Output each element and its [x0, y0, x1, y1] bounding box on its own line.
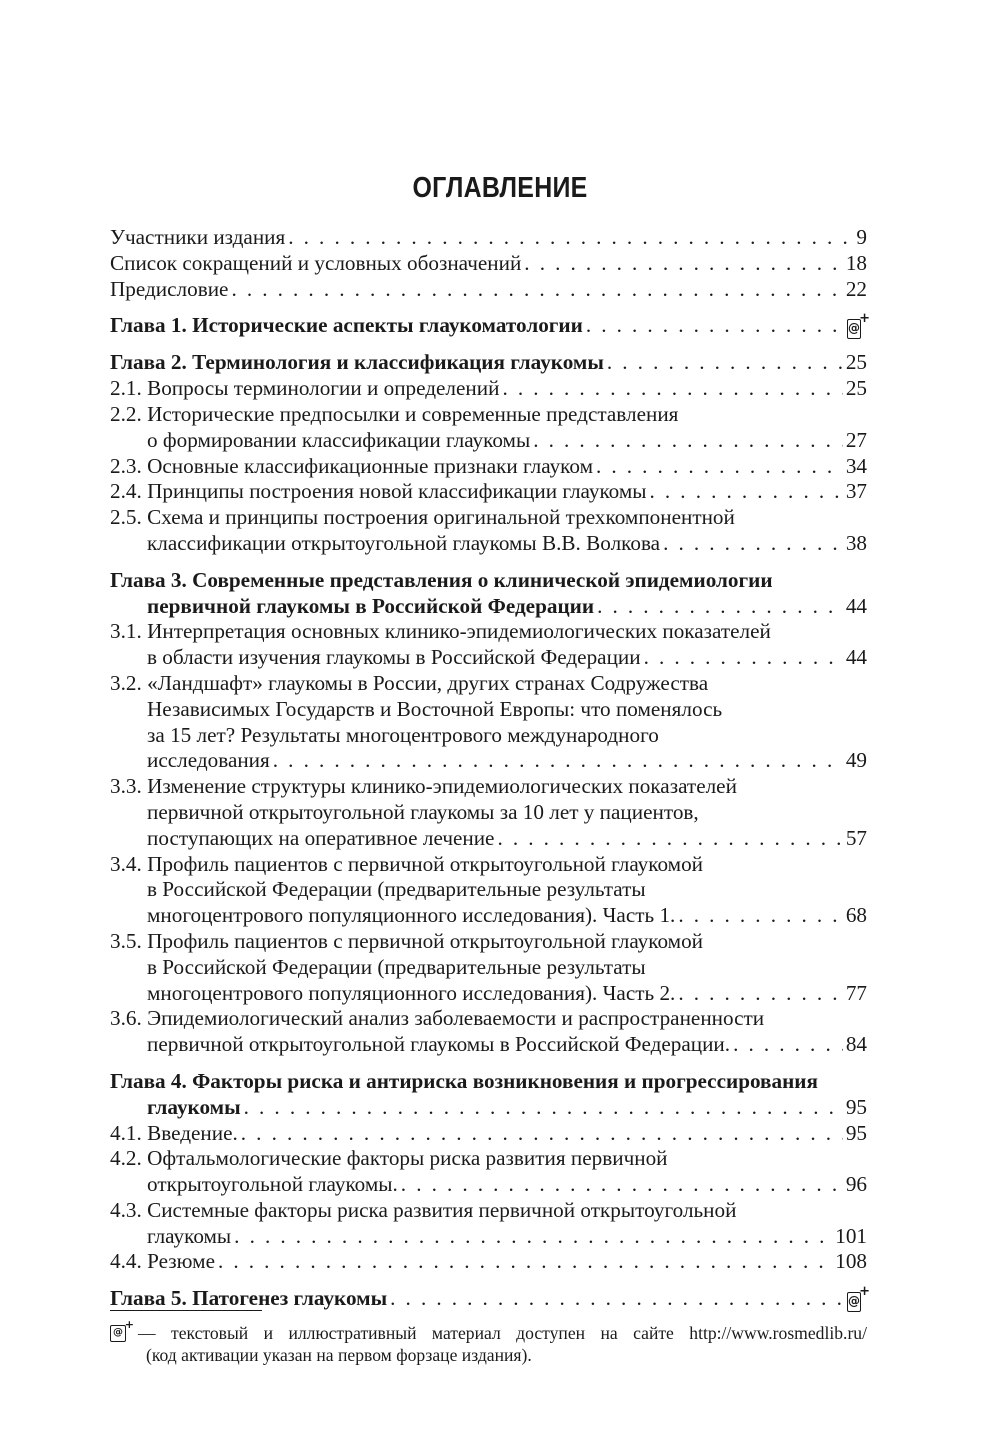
toc-entry — [110, 1198, 867, 1250]
toc-entry — [110, 479, 867, 505]
toc-entry-text: классификации открытоугольной глаукомы В.В. Волкова — [147, 530, 661, 555]
table-of-contents — [110, 225, 870, 1312]
online-material-icon: @ + — [847, 1292, 861, 1312]
toc-entry-text: глаукомы — [147, 1223, 232, 1248]
toc-entry-text: 2.5. Схема и принципы построения оригинальной трехкомпонентной — [110, 505, 735, 530]
toc-entry-text: первичной открытоугольной глаукомы в Российской Федерации. — [147, 1032, 731, 1057]
toc-entry-text: первичной глаукомы в Российской Федерации — [147, 593, 595, 618]
dot-leader — [650, 479, 843, 505]
toc-page-number: 27 — [845, 427, 867, 452]
dot-leader — [596, 454, 843, 480]
toc-page-number: 96 — [845, 1172, 867, 1197]
toc-entry — [110, 376, 867, 402]
toc-page-number: 57 — [845, 825, 867, 850]
toc-entry — [110, 251, 867, 277]
toc-page-number: 44 — [845, 593, 867, 618]
toc-entry-text: в области изучения глаукомы в Российской Федерации — [147, 645, 641, 670]
footnote — [110, 1317, 867, 1366]
toc-entry-text: Глава 3. Современные представления о клинической эпидемиологии — [110, 567, 773, 592]
toc-entry-text: 3.4. Профиль пациентов с первичной открытоугольной глаукомой — [110, 851, 703, 876]
dot-leader — [390, 1286, 844, 1312]
toc-page-number: 18 — [845, 250, 867, 275]
toc-entry — [110, 402, 867, 454]
toc-entry-text: 2.3. Основные классификационные признаки глауком — [110, 453, 593, 478]
dot-leader — [497, 826, 842, 852]
toc-entry — [110, 568, 867, 620]
toc-entry — [110, 350, 867, 376]
dot-leader — [524, 251, 843, 277]
dot-leader — [218, 1249, 832, 1275]
toc-entry — [110, 1284, 870, 1312]
toc-entry-text: первичной открытоугольной глаукомы за 10 лет у пациентов, — [147, 799, 699, 824]
toc-page-number: 25 — [845, 376, 867, 401]
toc-entry — [110, 225, 867, 251]
online-material-icon: @ + — [110, 1325, 126, 1342]
toc-entry — [110, 505, 867, 557]
toc-entry — [110, 1069, 867, 1121]
toc-entry-text: Глава 1. Исторические аспекты глаукоматологии — [110, 313, 583, 338]
toc-entry-text: 4.2. Офтальмологические факторы риска развития первичной — [110, 1146, 668, 1171]
toc-entry-text: Глава 2. Терминология и классификация глаукомы — [110, 350, 604, 375]
footnote-text-line-1: — текстовый и иллюстративный материал доступен на сайте http://www.rosmedlib.ru/ — [138, 1323, 867, 1343]
toc-page-number: 38 — [845, 530, 867, 555]
toc-entry-text: в Российской Федерации (предварительные результаты — [147, 954, 646, 979]
toc-entry — [110, 1121, 867, 1147]
toc-entry-text: Глава 5. Патогенез глаукомы — [110, 1286, 388, 1311]
toc-entry-text: 4.4. Резюме — [110, 1249, 215, 1274]
toc-entry-text: 3.3. Изменение структуры клинико-эпидемиологических показателей — [110, 774, 737, 799]
toc-entry — [110, 311, 870, 339]
dot-leader — [733, 1032, 843, 1058]
dot-leader — [241, 1121, 843, 1147]
toc-page-number: 101 — [835, 1223, 867, 1248]
toc-entry-text: поступающих на оперативное лечение — [147, 825, 495, 850]
toc-entry-text: 2.1. Вопросы терминологии и определений — [110, 376, 500, 401]
footnote-divider — [110, 1310, 262, 1311]
toc-entry — [110, 619, 867, 671]
toc-entry-text: 3.5. Профиль пациентов с первичной открытоугольной глаукомой — [110, 928, 703, 953]
toc-entry — [110, 454, 867, 480]
toc-page-number: 22 — [845, 276, 867, 301]
toc-entry — [110, 929, 867, 1006]
dot-leader — [234, 1224, 832, 1250]
dot-leader — [244, 1095, 843, 1121]
toc-page-number: 37 — [845, 479, 867, 504]
toc-page-number: 49 — [845, 748, 867, 773]
dot-leader — [231, 277, 842, 303]
toc-entry-text: 3.1. Интерпретация основных клинико-эпидемиологических показателей — [110, 619, 771, 644]
toc-page-number: 95 — [845, 1094, 867, 1119]
toc-entry — [110, 1146, 867, 1198]
dot-leader — [288, 225, 853, 251]
toc-page-number: 95 — [845, 1120, 867, 1145]
dot-leader — [502, 376, 842, 402]
dot-leader — [644, 645, 843, 671]
toc-page-number: 9 — [856, 225, 867, 249]
toc-page-number: 84 — [845, 1032, 867, 1057]
dot-leader — [586, 313, 844, 339]
toc-entry-text: 4.1. Введение. — [110, 1120, 238, 1145]
toc-entry-text: Список сокращений и условных обозначений — [110, 250, 522, 275]
toc-page-number: 44 — [845, 645, 867, 670]
page-title: ОГЛАВЛЕНИЕ — [412, 172, 588, 204]
dot-leader — [597, 594, 843, 620]
toc-entry-text: Независимых Государств и Восточной Европы: что поменялось — [147, 696, 723, 721]
dot-leader — [533, 428, 843, 454]
toc-entry-text: за 15 лет? Результаты многоцентрового международного — [147, 722, 659, 747]
toc-entry — [110, 1249, 867, 1275]
toc-entry-text: Участники издания — [110, 225, 286, 249]
dot-leader — [663, 531, 843, 557]
toc-entry — [110, 277, 867, 303]
toc-entry — [110, 852, 867, 929]
toc-entry-text: 3.2. «Ландшафт» глаукомы в России, других странах Содружества — [110, 670, 709, 695]
online-material-icon: @ + — [847, 319, 861, 339]
toc-entry-text: Глава 4. Факторы риска и антириска возникновения и прогрессирования — [110, 1068, 818, 1093]
footnote-text-line-2: (код активации указан на первом форзаце издания). — [146, 1345, 532, 1365]
dot-leader — [678, 903, 842, 929]
dot-leader — [678, 981, 842, 1007]
toc-entry-text: о формировании классификации глаукомы — [147, 427, 531, 452]
toc-entry-text: открытоугольной глаукомы. — [147, 1172, 398, 1197]
toc-page-number: 25 — [845, 350, 867, 375]
toc-entry-text: многоцентрового популяционного исследования). Часть 2. — [147, 980, 676, 1005]
toc-entry-text: многоцентрового популяционного исследования). Часть 1. — [147, 903, 676, 928]
dot-leader — [273, 748, 843, 774]
toc-entry — [110, 671, 867, 774]
toc-entry-text: исследования — [147, 748, 270, 773]
dot-leader — [401, 1172, 843, 1198]
toc-entry-text: глаукомы — [147, 1094, 241, 1119]
toc-entry-text: 3.6. Эпидемиологический анализ заболеваемости и распространенности — [110, 1006, 765, 1031]
dot-leader — [607, 350, 843, 376]
toc-page-number: 68 — [845, 903, 867, 928]
toc-entry-text: 4.3. Системные факторы риска развития первичной открытоугольной — [110, 1197, 737, 1222]
toc-entry-text: в Российской Федерации (предварительные результаты — [147, 877, 646, 902]
toc-entry-text: Предисловие — [110, 276, 229, 301]
toc-entry-text: 2.4. Принципы построения новой классификации глаукомы — [110, 479, 647, 504]
toc-page-number: 34 — [845, 453, 867, 478]
toc-entry-text: 2.2. Исторические предпосылки и современные представления — [110, 401, 679, 426]
toc-page-number: 108 — [835, 1249, 867, 1274]
toc-page-number: 77 — [845, 980, 867, 1005]
toc-entry — [110, 1006, 867, 1058]
toc-entry — [110, 774, 867, 851]
